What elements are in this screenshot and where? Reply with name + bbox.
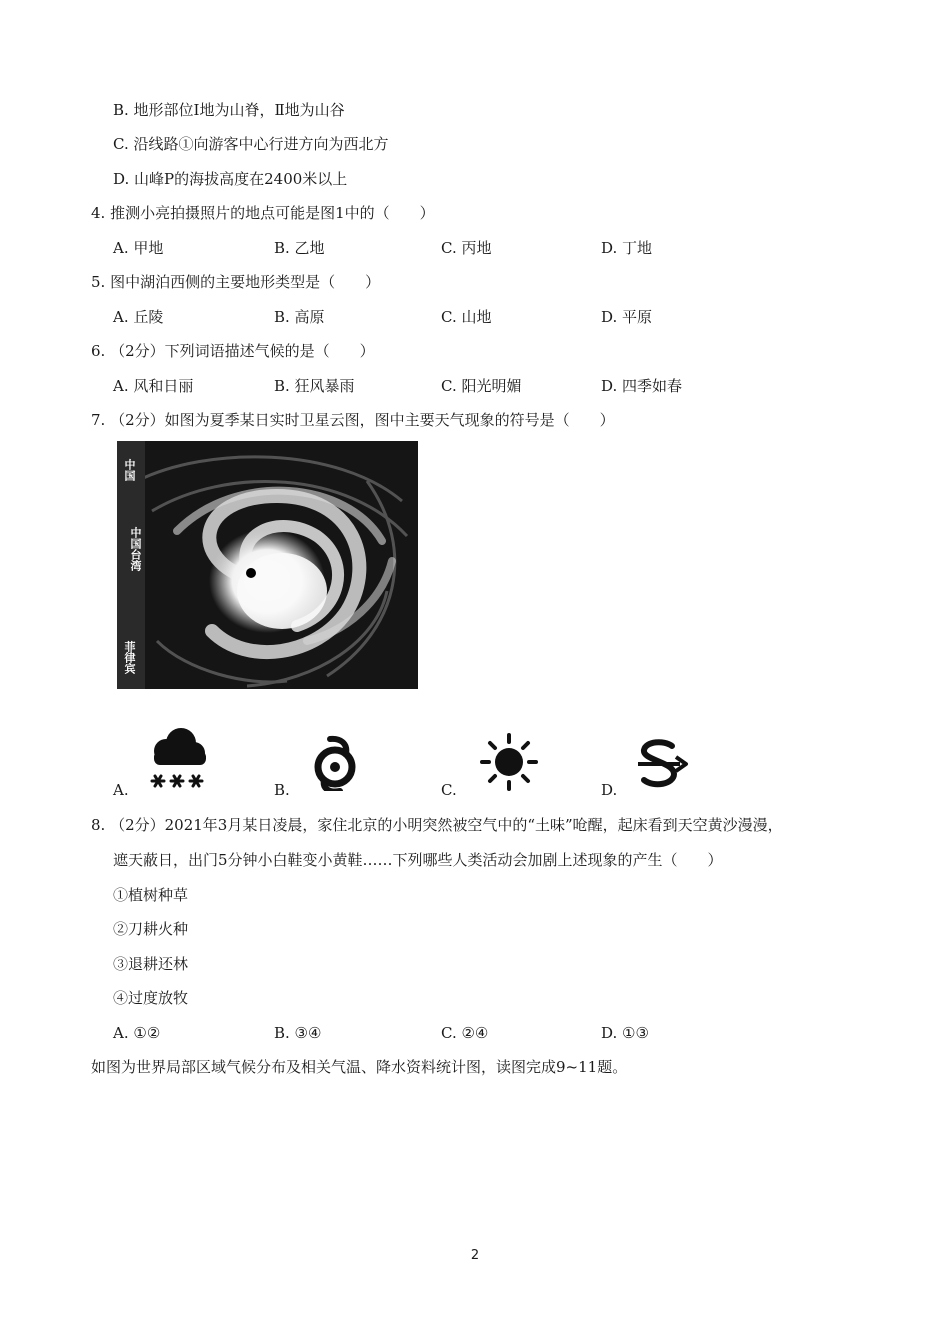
q6-stem: 6. （2分）下列词语描述气候的是（ ）	[91, 342, 375, 360]
q4-option-b: B. 乙地	[274, 239, 325, 257]
typhoon-icon	[312, 735, 358, 791]
q8-item-4: ④过度放牧	[113, 989, 189, 1007]
q3-option-d: D. 山峰P的海拔高度在2400米以上	[113, 170, 348, 188]
q8-option-a: A. ①②	[113, 1024, 161, 1042]
sandstorm-icon	[634, 738, 690, 790]
q8-item-2: ②刀耕火种	[113, 920, 189, 938]
q8-option-b: B. ③④	[274, 1024, 322, 1042]
q4-stem: 4. 推测小亮拍摄照片的地点可能是图1中的（ ）	[91, 204, 435, 222]
snow-cloud-icon	[146, 727, 208, 793]
q6-option-b: B. 狂风暴雨	[274, 377, 355, 395]
q6-option-c: C. 阳光明媚	[441, 377, 522, 395]
q4-option-d: D. 丁地	[601, 239, 653, 257]
q5-option-c: C. 山地	[441, 308, 492, 326]
sunny-icon	[480, 733, 538, 791]
q6-option-a: A. 风和日丽	[113, 377, 194, 395]
q7-option-d-label: D.	[601, 781, 618, 799]
q4-option-c: C. 丙地	[441, 239, 492, 257]
satellite-cloud-image	[117, 441, 418, 689]
q8-stem-line1: 8. （2分）2021年3月某日凌晨，家住北京的小明突然被空气中的“土味”呛醒，起床看到天空黄沙漫漫，	[91, 816, 783, 834]
q5-option-d: D. 平原	[601, 308, 653, 326]
q7-stem: 7. （2分）如图为夏季某日实时卫星云图，图中主要天气现象的符号是（ ）	[91, 411, 615, 429]
map-label-taiwan: 中国台湾	[129, 527, 142, 571]
q8-option-c: C. ②④	[441, 1024, 489, 1042]
q6-option-d: D. 四季如春	[601, 377, 683, 395]
q8-item-3: ③退耕还林	[113, 955, 189, 973]
q8-option-d: D. ①③	[601, 1024, 649, 1042]
q3-option-c: C. 沿线路①向游客中心行进方向为西北方	[113, 135, 389, 153]
q5-option-b: B. 高原	[274, 308, 325, 326]
map-label-philippines: 菲律宾	[123, 641, 136, 674]
q5-option-a: A. 丘陵	[113, 308, 164, 326]
q8-stem-line2: 遮天蔽日，出门5分钟小白鞋变小黄鞋……下列哪些人类活动会加剧上述现象的产生（ ）	[113, 851, 723, 869]
q5-stem: 5. 图中湖泊西侧的主要地形类型是（ ）	[91, 273, 381, 291]
q7-option-c-label: C.	[441, 781, 457, 799]
q4-option-a: A. 甲地	[113, 239, 164, 257]
q3-option-b: B. 地形部位Ⅰ地为山脊，Ⅱ地为山谷	[113, 101, 345, 119]
q7-option-a-label: A.	[113, 781, 129, 799]
map-label-china: 中国	[123, 459, 136, 481]
q8-item-1: ①植树种草	[113, 886, 189, 904]
intro-9-11: 如图为世界局部区域气候分布及相关气温、降水资料统计图，读图完成9~11题。	[91, 1058, 628, 1076]
q7-option-b-label: B.	[274, 781, 290, 799]
page-number: 2	[470, 1248, 480, 1263]
